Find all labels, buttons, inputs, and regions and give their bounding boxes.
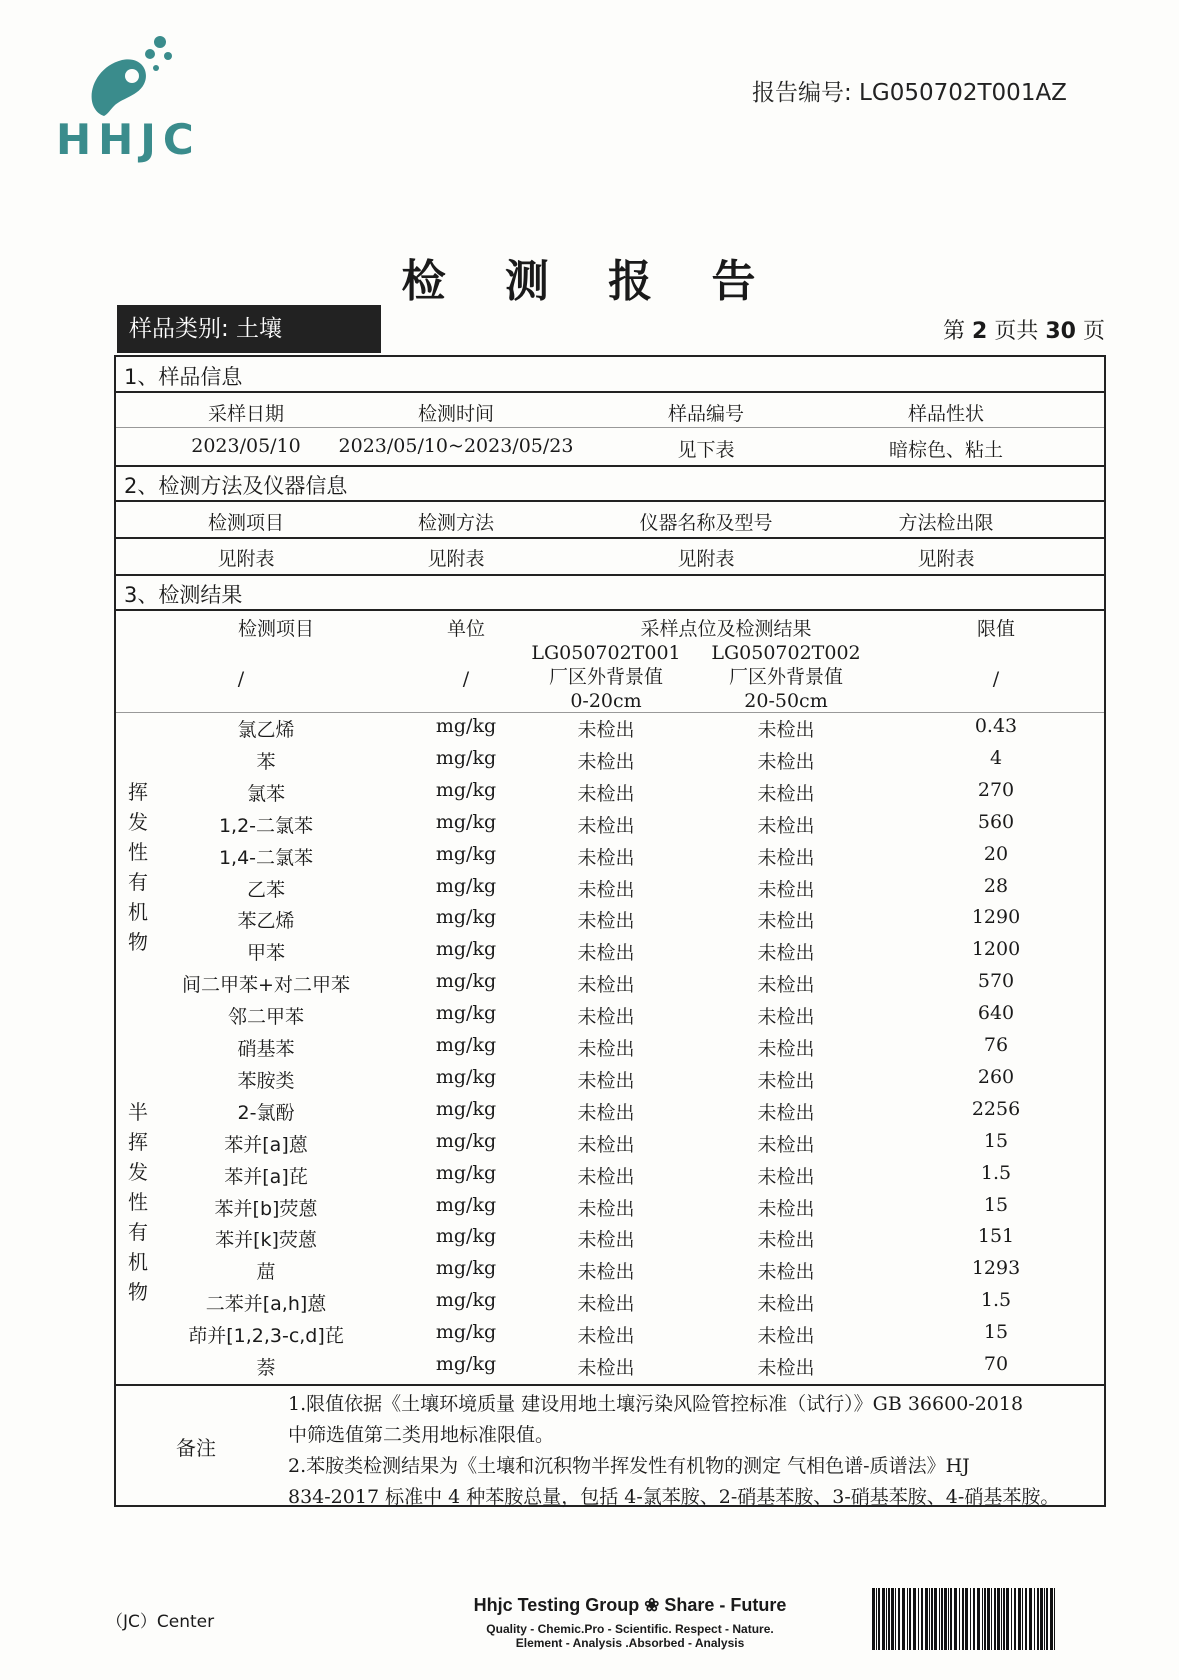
row-unit: mg/kg	[435, 1098, 497, 1120]
sample-2-id: LG050702T002	[711, 642, 861, 664]
report-table	[114, 355, 1106, 1507]
row-result-2: 未检出	[757, 783, 815, 805]
row-item: 苯乙烯	[237, 910, 295, 932]
row-unit: mg/kg	[435, 1257, 497, 1279]
sample-2-depth: 20-50cm	[744, 690, 828, 712]
group-label-char: 半	[128, 1100, 148, 1124]
row-item: 苯并[k]荧蒽	[215, 1229, 317, 1251]
group-label-char: 物	[128, 930, 148, 954]
page-indicator	[943, 314, 1105, 345]
s3-header-unit: 单位	[446, 618, 485, 640]
row-result-2: 未检出	[757, 1102, 815, 1124]
group-label-char: 发	[128, 810, 148, 834]
row-result-1: 未检出	[577, 847, 635, 869]
row-limit: 1.5	[980, 1162, 1012, 1184]
row-result-1: 未检出	[577, 1102, 635, 1124]
section-title-results: 3、检测结果	[124, 583, 243, 607]
row-limit: 570	[977, 970, 1015, 992]
row-unit: mg/kg	[435, 1225, 497, 1247]
sample-1-id: LG050702T001	[531, 642, 681, 664]
row-item: 苯	[256, 751, 276, 773]
row-limit: 151	[977, 1225, 1015, 1247]
group-label-char: 发	[128, 1160, 148, 1184]
group-label-semivolatile	[116, 1097, 160, 1307]
row-result-1: 未检出	[577, 1357, 635, 1379]
s3-header-limit: 限值	[976, 618, 1015, 640]
row-unit: mg/kg	[435, 1034, 497, 1056]
footer-line-2: Quality - Chemic.Pro - Scientific. Respect - Nature.	[486, 1622, 774, 1636]
sample-1-location: 厂区外背景值	[548, 666, 663, 688]
row-unit: mg/kg	[435, 1066, 497, 1088]
row-limit: 4	[989, 747, 1003, 769]
row-item: 苯并[a]芘	[224, 1166, 308, 1188]
row-item: 2-氯酚	[237, 1102, 295, 1124]
row-unit: mg/kg	[435, 1194, 497, 1216]
row-result-1: 未检出	[577, 1261, 635, 1283]
group-label-char: 挥	[128, 780, 148, 804]
s2-value-test-item: 见附表	[217, 548, 275, 570]
row-result-1: 未检出	[577, 879, 635, 901]
row-item: 氯乙烯	[237, 719, 295, 741]
sample-category: 样品类别: 土壤	[117, 305, 381, 353]
page-total: 30	[1045, 319, 1076, 344]
row-result-2: 未检出	[757, 1325, 815, 1347]
row-item: 萘	[256, 1357, 276, 1379]
group-label-volatile	[116, 777, 160, 957]
group-label-char: 物	[128, 1280, 148, 1304]
row-result-1: 未检出	[577, 942, 635, 964]
row-limit: 15	[983, 1321, 1009, 1343]
logo-text: HHJC	[56, 115, 201, 164]
row-result-2: 未检出	[757, 751, 815, 773]
row-result-1: 未检出	[577, 1166, 635, 1188]
row-limit: 0.43	[974, 715, 1018, 737]
row-unit: mg/kg	[435, 1321, 497, 1343]
row-result-1: 未检出	[577, 815, 635, 837]
row-result-2: 未检出	[757, 1006, 815, 1028]
s3-sub-slash-item: /	[237, 668, 245, 690]
row-result-1: 未检出	[577, 1325, 635, 1347]
report-number: 报告编号: LG050702T001AZ	[752, 80, 1067, 106]
row-result-1: 未检出	[577, 719, 635, 741]
row-result-2: 未检出	[757, 1166, 815, 1188]
row-item: 茚并[1,2,3-c,d]芘	[188, 1325, 344, 1347]
page-prefix: 第	[943, 319, 966, 344]
group-label-char: 挥	[128, 1130, 148, 1154]
row-limit: 260	[977, 1066, 1015, 1088]
s2-header-test-item: 检测项目	[207, 512, 284, 534]
row-result-2: 未检出	[757, 1198, 815, 1220]
row-unit: mg/kg	[435, 1002, 497, 1024]
row-result-2: 未检出	[757, 1229, 815, 1251]
remark-line: 中筛选值第二类用地标准限值。	[288, 1424, 555, 1446]
row-item: 1,4-二氯苯	[218, 847, 314, 869]
footer-line-3: Element - Analysis .Absorbed - Analysis	[515, 1636, 745, 1650]
row-limit: 20	[983, 843, 1009, 865]
row-item: 苯并[b]荧蒽	[214, 1198, 318, 1220]
row-result-2: 未检出	[757, 1070, 815, 1092]
row-unit: mg/kg	[435, 970, 497, 992]
page-suffix: 页	[1082, 319, 1105, 344]
row-limit: 2256	[971, 1098, 1021, 1120]
remark-line: 2.苯胺类检测结果为《土壤和沉积物半挥发性有机物的测定 气相色谱-质谱法》HJ	[288, 1455, 970, 1477]
row-unit: mg/kg	[435, 1353, 497, 1375]
remarks-text	[288, 1389, 1059, 1513]
s1-value-sample-property: 暗棕色、粘土	[888, 439, 1003, 461]
row-limit: 270	[977, 779, 1015, 801]
row-limit: 1290	[971, 906, 1021, 928]
row-result-1: 未检出	[577, 910, 635, 932]
row-item: 乙苯	[246, 879, 285, 901]
row-unit: mg/kg	[435, 715, 497, 737]
s3-sub-slash-unit: /	[462, 668, 470, 690]
s1-value-sample-no: 见下表	[677, 439, 735, 461]
row-result-1: 未检出	[577, 1229, 635, 1251]
row-unit: mg/kg	[435, 938, 497, 960]
row-item: 苯并[a]蒽	[224, 1134, 308, 1156]
row-item: 邻二甲苯	[227, 1006, 304, 1028]
row-limit: 1293	[971, 1257, 1021, 1279]
row-item: 1,2-二氯苯	[218, 815, 314, 837]
row-result-2: 未检出	[757, 910, 815, 932]
row-result-2: 未检出	[757, 847, 815, 869]
s2-header-detection-limit: 方法检出限	[898, 512, 994, 534]
s2-value-test-method: 见附表	[427, 548, 485, 570]
barcode-image	[872, 1588, 1057, 1650]
row-unit: mg/kg	[435, 1130, 497, 1152]
row-item: 䓛	[256, 1261, 276, 1283]
row-unit: mg/kg	[435, 1289, 497, 1311]
row-result-1: 未检出	[577, 1038, 635, 1060]
row-result-1: 未检出	[577, 1198, 635, 1220]
s1-header-sample-property: 样品性状	[907, 403, 984, 425]
row-result-2: 未检出	[757, 815, 815, 837]
s1-value-sampling-date: 2023/05/10	[191, 435, 301, 457]
s1-header-sampling-date: 采样日期	[207, 403, 284, 425]
row-limit: 1200	[971, 938, 1021, 960]
page-current: 2	[972, 319, 988, 344]
row-result-2: 未检出	[757, 1293, 815, 1315]
row-result-1: 未检出	[577, 1070, 635, 1092]
row-unit: mg/kg	[435, 843, 497, 865]
row-result-2: 未检出	[757, 719, 815, 741]
row-result-1: 未检出	[577, 1006, 635, 1028]
sample-2-header	[706, 641, 866, 713]
footer-center-label: （JC）Center	[106, 1612, 215, 1632]
row-limit: 1.5	[980, 1289, 1012, 1311]
sample-1-depth: 0-20cm	[570, 690, 642, 712]
s1-value-test-time: 2023/05/10~2023/05/23	[338, 435, 574, 457]
row-result-2: 未检出	[757, 1038, 815, 1060]
row-item: 硝基苯	[237, 1038, 295, 1060]
s2-value-instrument: 见附表	[677, 548, 735, 570]
remarks-label: 备注	[176, 1436, 216, 1460]
row-item: 二苯并[a,h]蒽	[205, 1293, 327, 1315]
row-limit: 640	[977, 1002, 1015, 1024]
s3-header-sampling-results: 采样点位及检测结果	[640, 618, 812, 640]
row-unit: mg/kg	[435, 779, 497, 801]
row-result-2: 未检出	[757, 1261, 815, 1283]
row-unit: mg/kg	[435, 875, 497, 897]
row-unit: mg/kg	[435, 811, 497, 833]
s3-header-test-item: 检测项目	[237, 618, 314, 640]
group-label-char: 有	[128, 1220, 148, 1244]
row-limit: 15	[983, 1194, 1009, 1216]
group-label-char: 有	[128, 870, 148, 894]
sample-2-location: 厂区外背景值	[728, 666, 843, 688]
row-result-2: 未检出	[757, 974, 815, 996]
row-limit: 28	[983, 875, 1009, 897]
row-limit: 15	[983, 1130, 1009, 1152]
row-result-1: 未检出	[577, 1293, 635, 1315]
row-result-1: 未检出	[577, 1134, 635, 1156]
s2-header-test-method: 检测方法	[417, 512, 494, 534]
row-limit: 70	[983, 1353, 1009, 1375]
document-title: 检 测 报 告	[401, 256, 778, 307]
remark-line: 834-2017 标准中 4 种苯胺总量，包括 4-氯苯胺、2-硝基苯胺、3-硝基苯胺、4-硝基苯胺。	[288, 1486, 1060, 1508]
s3-sub-slash-limit: /	[992, 668, 1000, 690]
group-label-char: 性	[128, 840, 148, 864]
s2-header-instrument: 仪器名称及型号	[639, 512, 773, 534]
footer-slogan	[440, 1595, 820, 1650]
section-title-method-info: 2、检测方法及仪器信息	[124, 474, 348, 498]
row-result-1: 未检出	[577, 974, 635, 996]
row-result-2: 未检出	[757, 879, 815, 901]
row-result-1: 未检出	[577, 783, 635, 805]
s1-header-test-time: 检测时间	[417, 403, 494, 425]
row-limit: 560	[977, 811, 1015, 833]
group-label-char: 性	[128, 1190, 148, 1214]
s2-value-detection-limit: 见附表	[917, 548, 975, 570]
row-limit: 76	[983, 1034, 1009, 1056]
group-label-char: 机	[128, 1250, 148, 1274]
remark-line: 1.限值依据《土壤环境质量 建设用地土壤污染风险管控标准（试行）》GB 36600-2018	[288, 1393, 1024, 1415]
row-item: 氯苯	[246, 783, 285, 805]
row-unit: mg/kg	[435, 906, 497, 928]
row-result-2: 未检出	[757, 1134, 815, 1156]
row-unit: mg/kg	[435, 1162, 497, 1184]
group-label-char: 机	[128, 900, 148, 924]
row-result-2: 未检出	[757, 942, 815, 964]
row-item: 苯胺类	[237, 1070, 295, 1092]
s1-header-sample-no: 样品编号	[667, 403, 744, 425]
row-result-1: 未检出	[577, 751, 635, 773]
sample-1-header	[526, 641, 686, 713]
row-unit: mg/kg	[435, 747, 497, 769]
row-item: 甲苯	[246, 942, 285, 964]
page-mid: 页共	[994, 319, 1039, 344]
section-title-sample-info: 1、样品信息	[124, 365, 243, 389]
footer-line-1: Hhjc Testing Group ❀ Share - Future	[473, 1595, 787, 1615]
row-result-2: 未检出	[757, 1357, 815, 1379]
row-item: 间二甲苯+对二甲苯	[182, 974, 350, 996]
